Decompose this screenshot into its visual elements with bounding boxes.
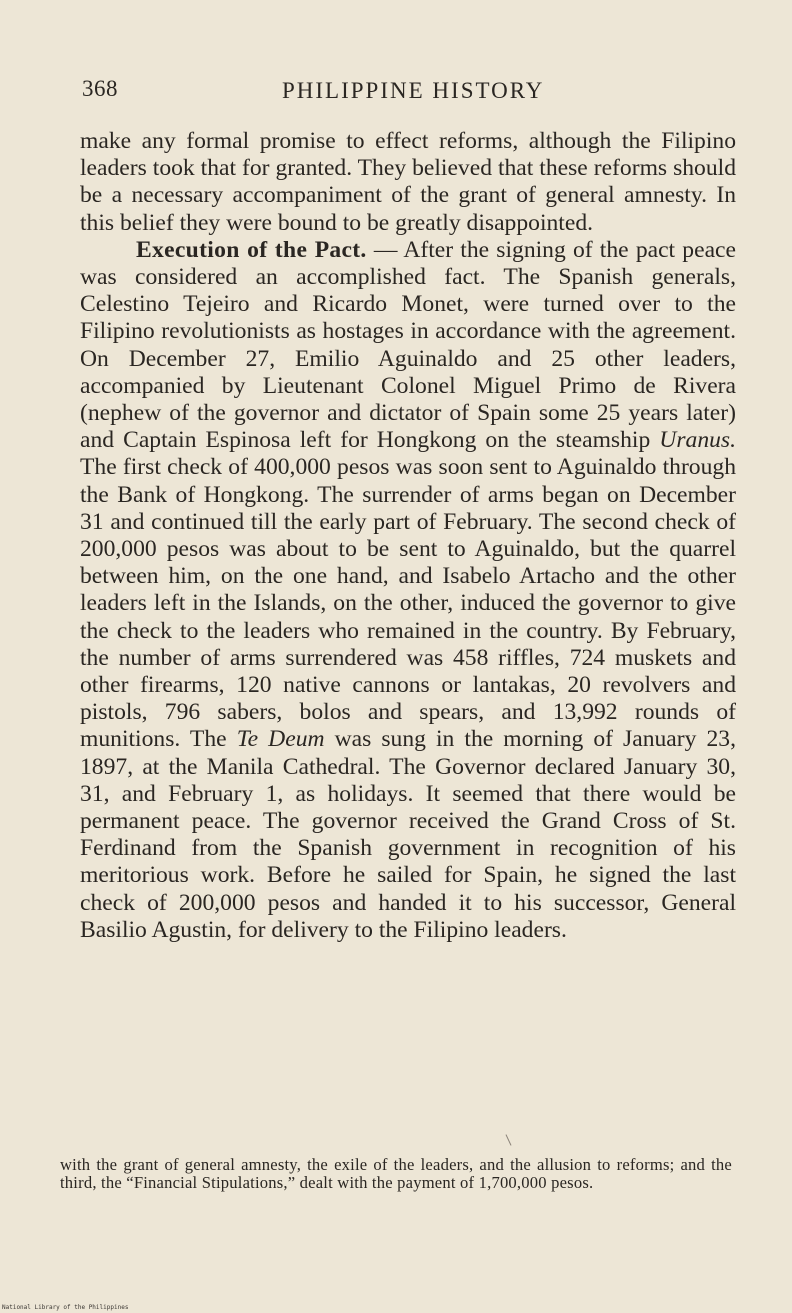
ship-name: Uranus. [659,427,736,454]
paragraph-text-part-1: After the signing of the pact peace was considered an accomplished fact. The Spanish generals, Celestino Tejeiro and Ricardo Monet, were turned over to the Filipino revolutionists as hostages in accordance with the agreement. On December 27, Emilio Aguinaldo and 25 other leaders, accompanied by Lieutenant Colonel Miguel Primo de Rivera (nephew of the governor and dictator of Spain some 25 years later) and Captain Espinosa left for Hongkong on the steamship [80,236,736,454]
stray-mark [506,1134,512,1145]
footnote [60,1156,732,1191]
paragraph-text-part-2: The first check of 400,000 pesos was soon sent to Aguinaldo through the Bank of Hongkong. The surrender of arms began on December 31 and continued till the early part of February. The second check of 200,000 pesos was about to be sent to Aguinaldo, but the quarrel between him, on the one hand, and Isabelo Artacho and the other leaders left in the Islands, on the other, induced the governor to give the check to the leaders who remained in the country. By February, the number of arms surrendered was 458 riffles, 724 muskets and other firearms, 120 native cannons or lantakas, 20 revolvers and pistols, 796 sabers, bolos and spears, and 13,992 rounds of munitions. The [80,454,736,753]
paragraph-execution-of-pact [80,237,736,944]
footnote-text: with the grant of general amnesty, the exile of the leaders, and the allusion to reforms; and the third, the “Financial Stipulations,” dealt with the payment of 1,700,000 pesos. [60,1155,732,1192]
paragraph-text-part-3: was sung in the morning of January 23, 1897, at the Manila Cathedral. The Governor declared January 30, 31, and February 1, as holidays. It seemed that there would be permanent peace. The governor received the Grand Cross of St. Ferdinand from the Spanish government in recognition of his meritorious work. Before he sailed for Spain, he signed the last check of 200,000 pesos and handed it to his successor, General Basilio Agustin, for delivery to the Filipino leaders. [80,726,736,943]
page-number: 368 [82,76,118,101]
paragraph-continuation: make any formal promise to effect reforms, although the Filipino leaders took that for granted. They believed that these reforms should be a necessary accompaniment of the grant of general amnesty. In this belief they were bound to be greatly disappointed. [80,128,736,236]
page-header [82,76,742,108]
te-deum: Te Deum [236,726,325,753]
body-text [80,128,736,944]
running-title: PHILIPPINE HISTORY [282,78,545,103]
sidehead-dash: — [366,236,404,263]
section-sidehead: Execution of the Pact. [136,236,367,263]
library-watermark: National Library of the Philippines [2,1304,129,1311]
